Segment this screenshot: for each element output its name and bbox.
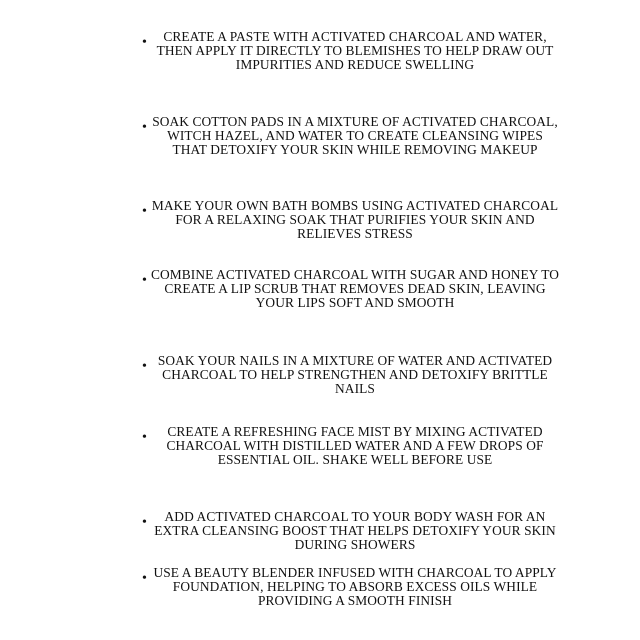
tip-text: SOAK COTTON PADS IN A MIXTURE OF ACTIVATED CHARCOAL, WITCH HAZEL, AND WATER TO CREATE CLEANSING WIPES THAT DETOXIFY YOUR SKIN WHILE REMOVING MAKEUP (152, 114, 558, 158)
tip-text: COMBINE ACTIVATED CHARCOAL WITH SUGAR AND HONEY TO CREATE A LIP SCRUB THAT REMOVES DEAD SKIN, LEAVING YOUR LIPS SOFT AND SMOOTH (150, 267, 560, 311)
tip-text: CREATE A PASTE WITH ACTIVATED CHARCOAL AND WATER, THEN APPLY IT DIRECTLY TO BLEMISHES TO HELP DRAW OUT IMPURITIES AND REDUCE SWELLING (156, 29, 554, 73)
tip-text: USE A BEAUTY BLENDER INFUSED WITH CHARCOAL TO APPLY FOUNDATION, HELPING TO ABSORB EXCESS OILS WHILE PROVIDING A SMOOTH FINISH (153, 565, 557, 609)
bullet-icon: • (142, 204, 147, 219)
bullet-icon: • (142, 359, 147, 374)
tip-text: MAKE YOUR OWN BATH BOMBS USING ACTIVATED CHARCOAL FOR A RELAXING SOAK THAT PURIFIES YOUR SKIN AND RELIEVES STRESS (151, 198, 559, 242)
bullet-icon: • (142, 35, 147, 50)
tip-text: SOAK YOUR NAILS IN A MIXTURE OF WATER AND ACTIVATED CHARCOAL TO HELP STRENGTHEN AND DETOXIFY BRITTLE NAILS (157, 353, 553, 397)
bullet-icon: • (142, 120, 147, 135)
tip-text: ADD ACTIVATED CHARCOAL TO YOUR BODY WASH FOR AN EXTRA CLEANSING BOOST THAT HELPS DETOXIFY YOUR SKIN DURING SHOWERS (154, 509, 556, 553)
bullet-icon: • (142, 515, 147, 530)
bullet-icon: • (142, 430, 147, 445)
bullet-icon: • (142, 571, 147, 586)
bullet-icon: • (142, 273, 147, 288)
tip-text: CREATE A REFRESHING FACE MIST BY MIXING ACTIVATED CHARCOAL WITH DISTILLED WATER AND A FEW DROPS OF ESSENTIAL OIL. SHAKE WELL BEFORE USE (166, 424, 544, 468)
